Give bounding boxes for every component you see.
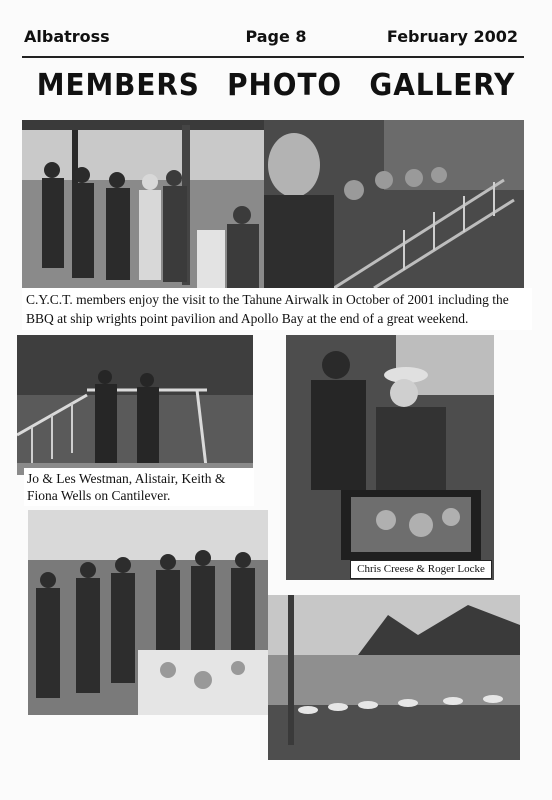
page-title: MEMBERS PHOTO GALLERY	[36, 68, 516, 103]
caption-airwalk: C.Y.C.T. members enjoy the visit to the Tahune Airwalk in October of 2001 including the BBQ at ship wrights point pavilion and Apollo Bay at the end of a great weekend.	[22, 288, 532, 330]
photo-pavilion-group	[28, 510, 268, 715]
photo-airwalk-railing	[264, 120, 524, 288]
caption-bbq: Chris Creese & Roger Locke	[350, 560, 492, 579]
photo-apollo-bay	[268, 595, 520, 760]
photo-cantilever	[17, 335, 253, 475]
caption-cantilever: Jo & Les Westman, Alistair, Keith & Fiona Wells on Cantilever.	[24, 468, 254, 506]
issue-date: February 2002	[386, 27, 518, 46]
photo-bbq	[286, 335, 494, 580]
publication-name: Albatross	[24, 27, 110, 46]
photo-airwalk-group	[22, 120, 264, 288]
page-number: Page 8	[245, 27, 307, 46]
header-rule	[22, 56, 524, 58]
